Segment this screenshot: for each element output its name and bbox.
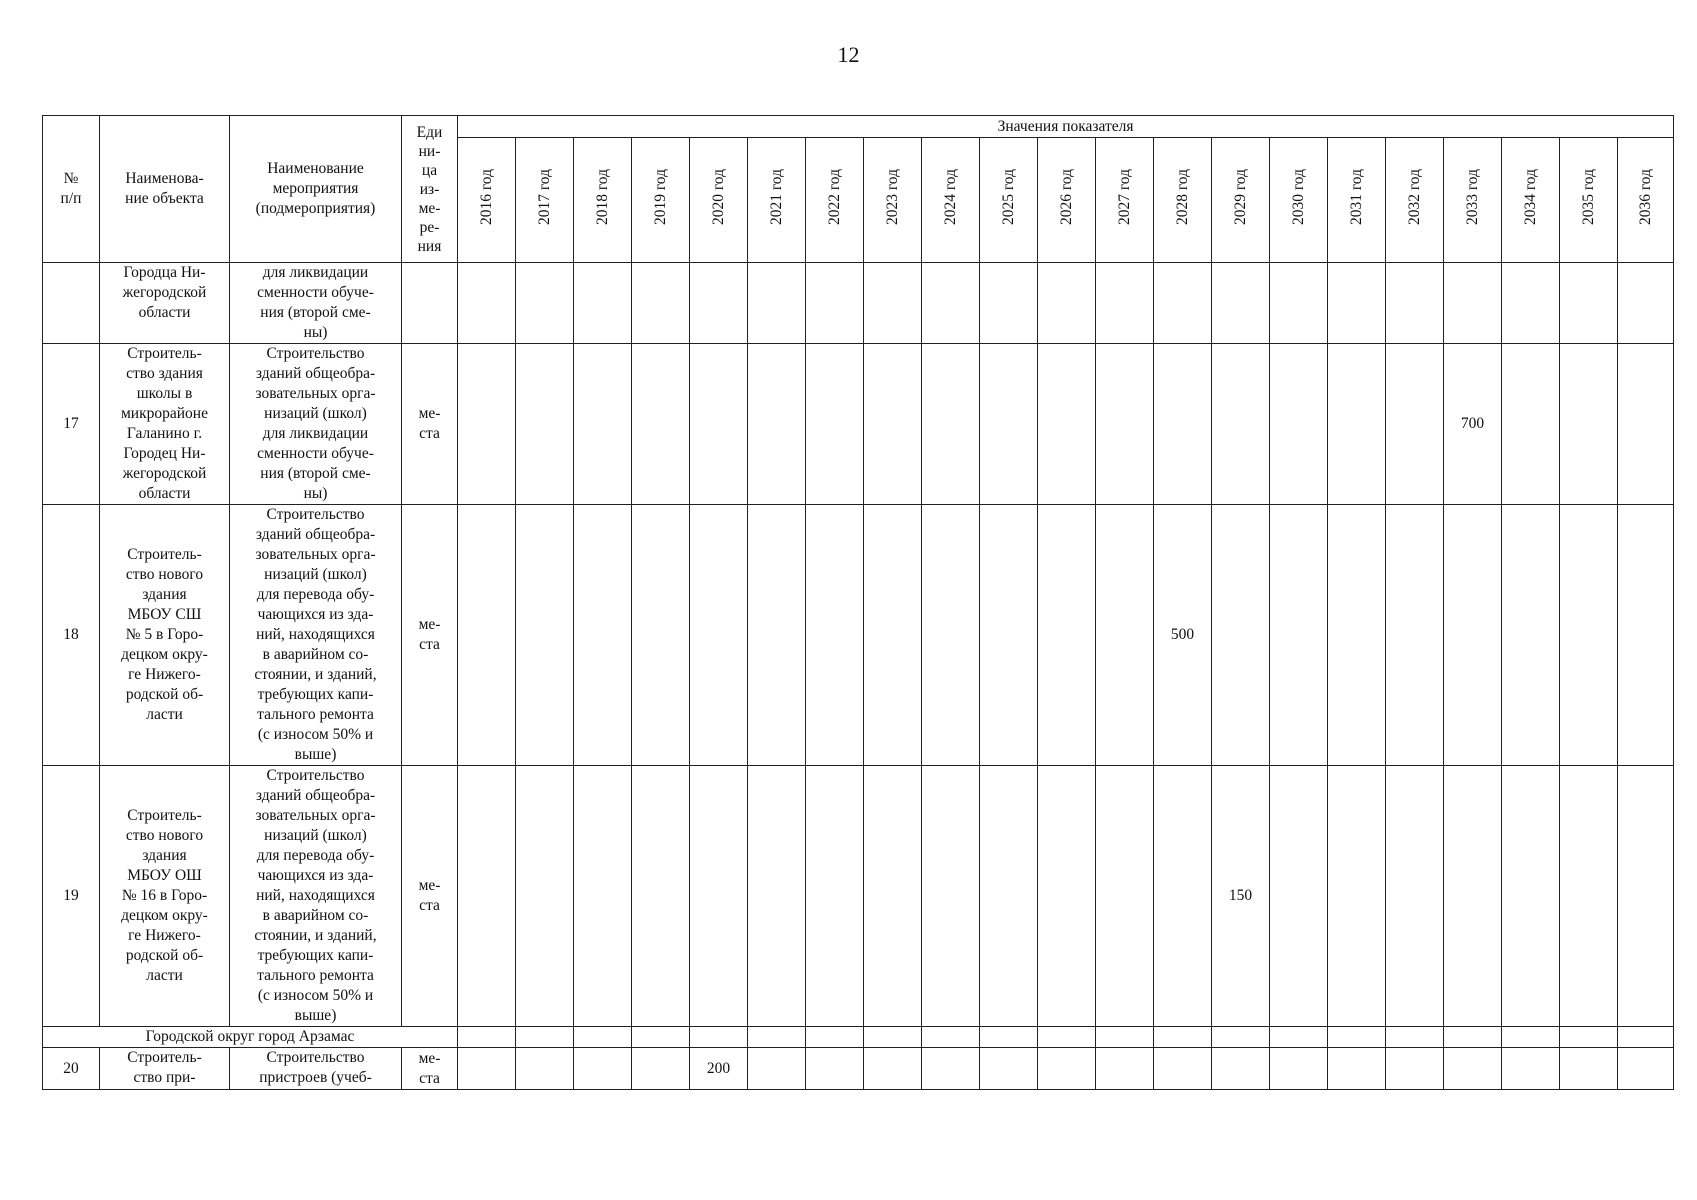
table-body (43, 263, 1674, 1090)
row-value-2036 (1618, 766, 1674, 1027)
row-value-2035 (1560, 344, 1618, 505)
row-value-2022 (806, 505, 864, 766)
row-value-2023 (864, 344, 922, 505)
table-row (43, 344, 1674, 505)
row-value-2020 (690, 766, 748, 1027)
row-value-2036 (1618, 263, 1674, 344)
row-value-2021 (748, 766, 806, 1027)
section-empty-cell (1096, 1027, 1154, 1048)
row-value-2025 (980, 766, 1038, 1027)
header-year-2036 (1618, 138, 1674, 263)
row-value-2017 (516, 1048, 574, 1090)
row-value-2016 (458, 263, 516, 344)
row-value-2016 (458, 344, 516, 505)
row-value-2017 (516, 766, 574, 1027)
header-year-2021 (748, 138, 806, 263)
header-year-2019 (632, 138, 690, 263)
header-values-group: Значения показателя (458, 116, 1674, 138)
row-value-2019 (632, 344, 690, 505)
row-value-2028 (1154, 766, 1212, 1027)
row-object-name: Строитель- ство нового здания МБОУ СШ № 5 в Горо- децком окру- ге Нижего- родской об- ласти (100, 505, 230, 766)
section-empty-cell (1270, 1027, 1328, 1048)
header-year-label: 2022 год (825, 168, 843, 226)
row-value-2026 (1038, 263, 1096, 344)
section-empty-cell (1502, 1027, 1560, 1048)
row-unit: ме- ста (402, 1048, 458, 1090)
row-value-2023 (864, 766, 922, 1027)
row-value-2034 (1502, 505, 1560, 766)
row-value-2024 (922, 344, 980, 505)
row-event-name: Строительство зданий общеобра- зовательных орга- низаций (школ) для перевода обу- чающихся из зда- ний, находящихся в аварийном со- стоянии, и зданий, требующих капи- тального ремонта (с износом 50% и выше) (230, 766, 402, 1027)
row-event-name: Строительство зданий общеобра- зовательных орга- низаций (школ) для ликвидации сменности обуче- ния (второй сме- ны) (230, 344, 402, 505)
row-value-2024 (922, 766, 980, 1027)
row-num (43, 263, 100, 344)
row-value-2018 (574, 505, 632, 766)
row-value-2031 (1328, 344, 1386, 505)
row-value-2017 (516, 344, 574, 505)
header-year-label: 2026 год (1057, 168, 1075, 226)
row-event-name: для ликвидации сменности обуче- ния (второй сме- ны) (230, 263, 402, 344)
header-year-2017 (516, 138, 574, 263)
row-value-2020: 200 (690, 1048, 748, 1090)
header-year-2026 (1038, 138, 1096, 263)
row-value-2020 (690, 344, 748, 505)
row-value-2027 (1096, 344, 1154, 505)
row-value-2021 (748, 505, 806, 766)
row-value-2035 (1560, 505, 1618, 766)
row-num: 19 (43, 766, 100, 1027)
row-value-2030 (1270, 344, 1328, 505)
header-year-label: 2033 год (1463, 168, 1481, 226)
row-unit (402, 263, 458, 344)
section-empty-cell (1328, 1027, 1386, 1048)
section-empty-cell (574, 1027, 632, 1048)
section-row (43, 1027, 1674, 1048)
row-value-2035 (1560, 263, 1618, 344)
section-empty-cell (1618, 1027, 1674, 1048)
row-value-2022 (806, 766, 864, 1027)
row-value-2035 (1560, 1048, 1618, 1090)
row-value-2028 (1154, 263, 1212, 344)
header-year-2022 (806, 138, 864, 263)
header-year-2018 (574, 138, 632, 263)
row-value-2027 (1096, 1048, 1154, 1090)
header-year-2028 (1154, 138, 1212, 263)
row-value-2034 (1502, 263, 1560, 344)
row-value-2033: 700 (1444, 344, 1502, 505)
row-value-2032 (1386, 344, 1444, 505)
row-value-2023 (864, 505, 922, 766)
header-year-label: 2025 год (999, 168, 1017, 226)
row-value-2018 (574, 344, 632, 505)
row-value-2023 (864, 1048, 922, 1090)
section-empty-cell (748, 1027, 806, 1048)
row-value-2030 (1270, 766, 1328, 1027)
section-empty-cell (1444, 1027, 1502, 1048)
row-value-2029 (1212, 1048, 1270, 1090)
row-event-name: Строительство зданий общеобра- зовательных орга- низаций (школ) для перевода обу- чающихся из зда- ний, находящихся в аварийном со- стоянии, и зданий, требующих капи- тального ремонта (с износом 50% и выше) (230, 505, 402, 766)
row-value-2030 (1270, 505, 1328, 766)
header-year-label: 2019 год (651, 168, 669, 226)
header-year-label: 2018 год (593, 168, 611, 226)
row-value-2024 (922, 1048, 980, 1090)
header-year-label: 2032 год (1405, 168, 1423, 226)
row-value-2033 (1444, 766, 1502, 1027)
row-value-2028 (1154, 344, 1212, 505)
section-empty-cell (1212, 1027, 1270, 1048)
row-object-name: Строитель- ство при- (100, 1048, 230, 1090)
row-value-2035 (1560, 766, 1618, 1027)
row-value-2019 (632, 505, 690, 766)
row-value-2020 (690, 505, 748, 766)
row-value-2031 (1328, 1048, 1386, 1090)
header-year-2016 (458, 138, 516, 263)
row-object-name: Городца Ни- жегородской области (100, 263, 230, 344)
header-year-2025 (980, 138, 1038, 263)
section-empty-cell (516, 1027, 574, 1048)
table-row (43, 505, 1674, 766)
row-num: 20 (43, 1048, 100, 1090)
row-value-2026 (1038, 344, 1096, 505)
row-value-2036 (1618, 1048, 1674, 1090)
row-value-2033 (1444, 505, 1502, 766)
row-num: 17 (43, 344, 100, 505)
row-value-2027 (1096, 766, 1154, 1027)
section-empty-cell (458, 1027, 516, 1048)
header-year-2020 (690, 138, 748, 263)
row-value-2016 (458, 1048, 516, 1090)
header-year-label: 2028 год (1173, 168, 1191, 226)
header-year-label: 2029 год (1231, 168, 1249, 226)
row-value-2030 (1270, 263, 1328, 344)
row-value-2033 (1444, 1048, 1502, 1090)
header-year-label: 2035 год (1579, 168, 1597, 226)
row-event-name: Строительство пристроев (учеб- (230, 1048, 402, 1090)
header-year-label: 2034 год (1521, 168, 1539, 226)
section-empty-cell (1560, 1027, 1618, 1048)
header-year-label: 2036 год (1636, 168, 1654, 226)
row-value-2026 (1038, 766, 1096, 1027)
section-empty-cell (864, 1027, 922, 1048)
row-value-2033 (1444, 263, 1502, 344)
row-value-2028 (1154, 1048, 1212, 1090)
row-value-2028: 500 (1154, 505, 1212, 766)
row-value-2026 (1038, 1048, 1096, 1090)
indicator-table (42, 115, 1674, 1090)
row-value-2019 (632, 263, 690, 344)
row-value-2016 (458, 766, 516, 1027)
header-year-label: 2017 год (535, 168, 553, 226)
header-year-2024 (922, 138, 980, 263)
row-value-2031 (1328, 505, 1386, 766)
row-value-2029 (1212, 263, 1270, 344)
header-year-label: 2021 год (767, 168, 785, 226)
row-value-2034 (1502, 1048, 1560, 1090)
header-num: № п/п (43, 116, 100, 263)
header-year-2030 (1270, 138, 1328, 263)
row-value-2031 (1328, 263, 1386, 344)
section-empty-cell (922, 1027, 980, 1048)
row-value-2019 (632, 766, 690, 1027)
row-value-2031 (1328, 766, 1386, 1027)
row-value-2023 (864, 263, 922, 344)
section-title: Городской округ город Арзамас (43, 1027, 458, 1048)
row-value-2034 (1502, 344, 1560, 505)
row-value-2032 (1386, 1048, 1444, 1090)
table-row (43, 263, 1674, 344)
row-value-2022 (806, 263, 864, 344)
row-value-2029: 150 (1212, 766, 1270, 1027)
row-value-2017 (516, 263, 574, 344)
row-value-2036 (1618, 505, 1674, 766)
header-year-2034 (1502, 138, 1560, 263)
section-empty-cell (690, 1027, 748, 1048)
row-value-2024 (922, 505, 980, 766)
section-empty-cell (1154, 1027, 1212, 1048)
header-year-2029 (1212, 138, 1270, 263)
row-value-2029 (1212, 505, 1270, 766)
header-year-label: 2016 год (477, 168, 495, 226)
row-value-2022 (806, 1048, 864, 1090)
row-value-2022 (806, 344, 864, 505)
row-value-2016 (458, 505, 516, 766)
row-value-2029 (1212, 344, 1270, 505)
row-value-2027 (1096, 505, 1154, 766)
row-value-2021 (748, 263, 806, 344)
header-year-2032 (1386, 138, 1444, 263)
header-year-2033 (1444, 138, 1502, 263)
row-value-2020 (690, 263, 748, 344)
row-value-2024 (922, 263, 980, 344)
row-unit: ме- ста (402, 344, 458, 505)
row-value-2027 (1096, 263, 1154, 344)
row-value-2021 (748, 344, 806, 505)
row-unit: ме- ста (402, 505, 458, 766)
header-year-label: 2027 год (1115, 168, 1133, 226)
row-value-2025 (980, 263, 1038, 344)
table-row (43, 766, 1674, 1027)
row-value-2019 (632, 1048, 690, 1090)
header-object-name: Наименова- ние объекта (100, 116, 230, 263)
row-value-2032 (1386, 766, 1444, 1027)
row-object-name: Строитель- ство здания школы в микрорайоне Галанино г. Городец Ни- жегородской области (100, 344, 230, 505)
row-value-2018 (574, 263, 632, 344)
row-num: 18 (43, 505, 100, 766)
section-empty-cell (632, 1027, 690, 1048)
page-number: 12 (837, 42, 860, 67)
header-year-label: 2031 год (1347, 168, 1365, 226)
section-empty-cell (806, 1027, 864, 1048)
header-year-label: 2023 год (883, 168, 901, 226)
header-unit: Еди ни- ца из- ме- ре- ния (402, 116, 458, 263)
row-value-2026 (1038, 505, 1096, 766)
header-year-label: 2030 год (1289, 168, 1307, 226)
row-value-2034 (1502, 766, 1560, 1027)
row-value-2032 (1386, 263, 1444, 344)
table-row (43, 1048, 1674, 1090)
row-value-2025 (980, 1048, 1038, 1090)
header-year-2023 (864, 138, 922, 263)
section-empty-cell (1038, 1027, 1096, 1048)
header-event-name: Наименование мероприятия (подмероприятия) (230, 116, 402, 263)
section-empty-cell (980, 1027, 1038, 1048)
row-unit: ме- ста (402, 766, 458, 1027)
row-value-2030 (1270, 1048, 1328, 1090)
row-value-2036 (1618, 344, 1674, 505)
row-object-name: Строитель- ство нового здания МБОУ ОШ № 16 в Горо- децком окру- ге Нижего- родской об- ласти (100, 766, 230, 1027)
row-value-2017 (516, 505, 574, 766)
header-year-label: 2024 год (941, 168, 959, 226)
header-year-2027 (1096, 138, 1154, 263)
row-value-2018 (574, 1048, 632, 1090)
section-empty-cell (1386, 1027, 1444, 1048)
header-year-label: 2020 год (709, 168, 727, 226)
header-year-2031 (1328, 138, 1386, 263)
header-year-2035 (1560, 138, 1618, 263)
row-value-2021 (748, 1048, 806, 1090)
row-value-2032 (1386, 505, 1444, 766)
row-value-2025 (980, 344, 1038, 505)
row-value-2018 (574, 766, 632, 1027)
row-value-2025 (980, 505, 1038, 766)
